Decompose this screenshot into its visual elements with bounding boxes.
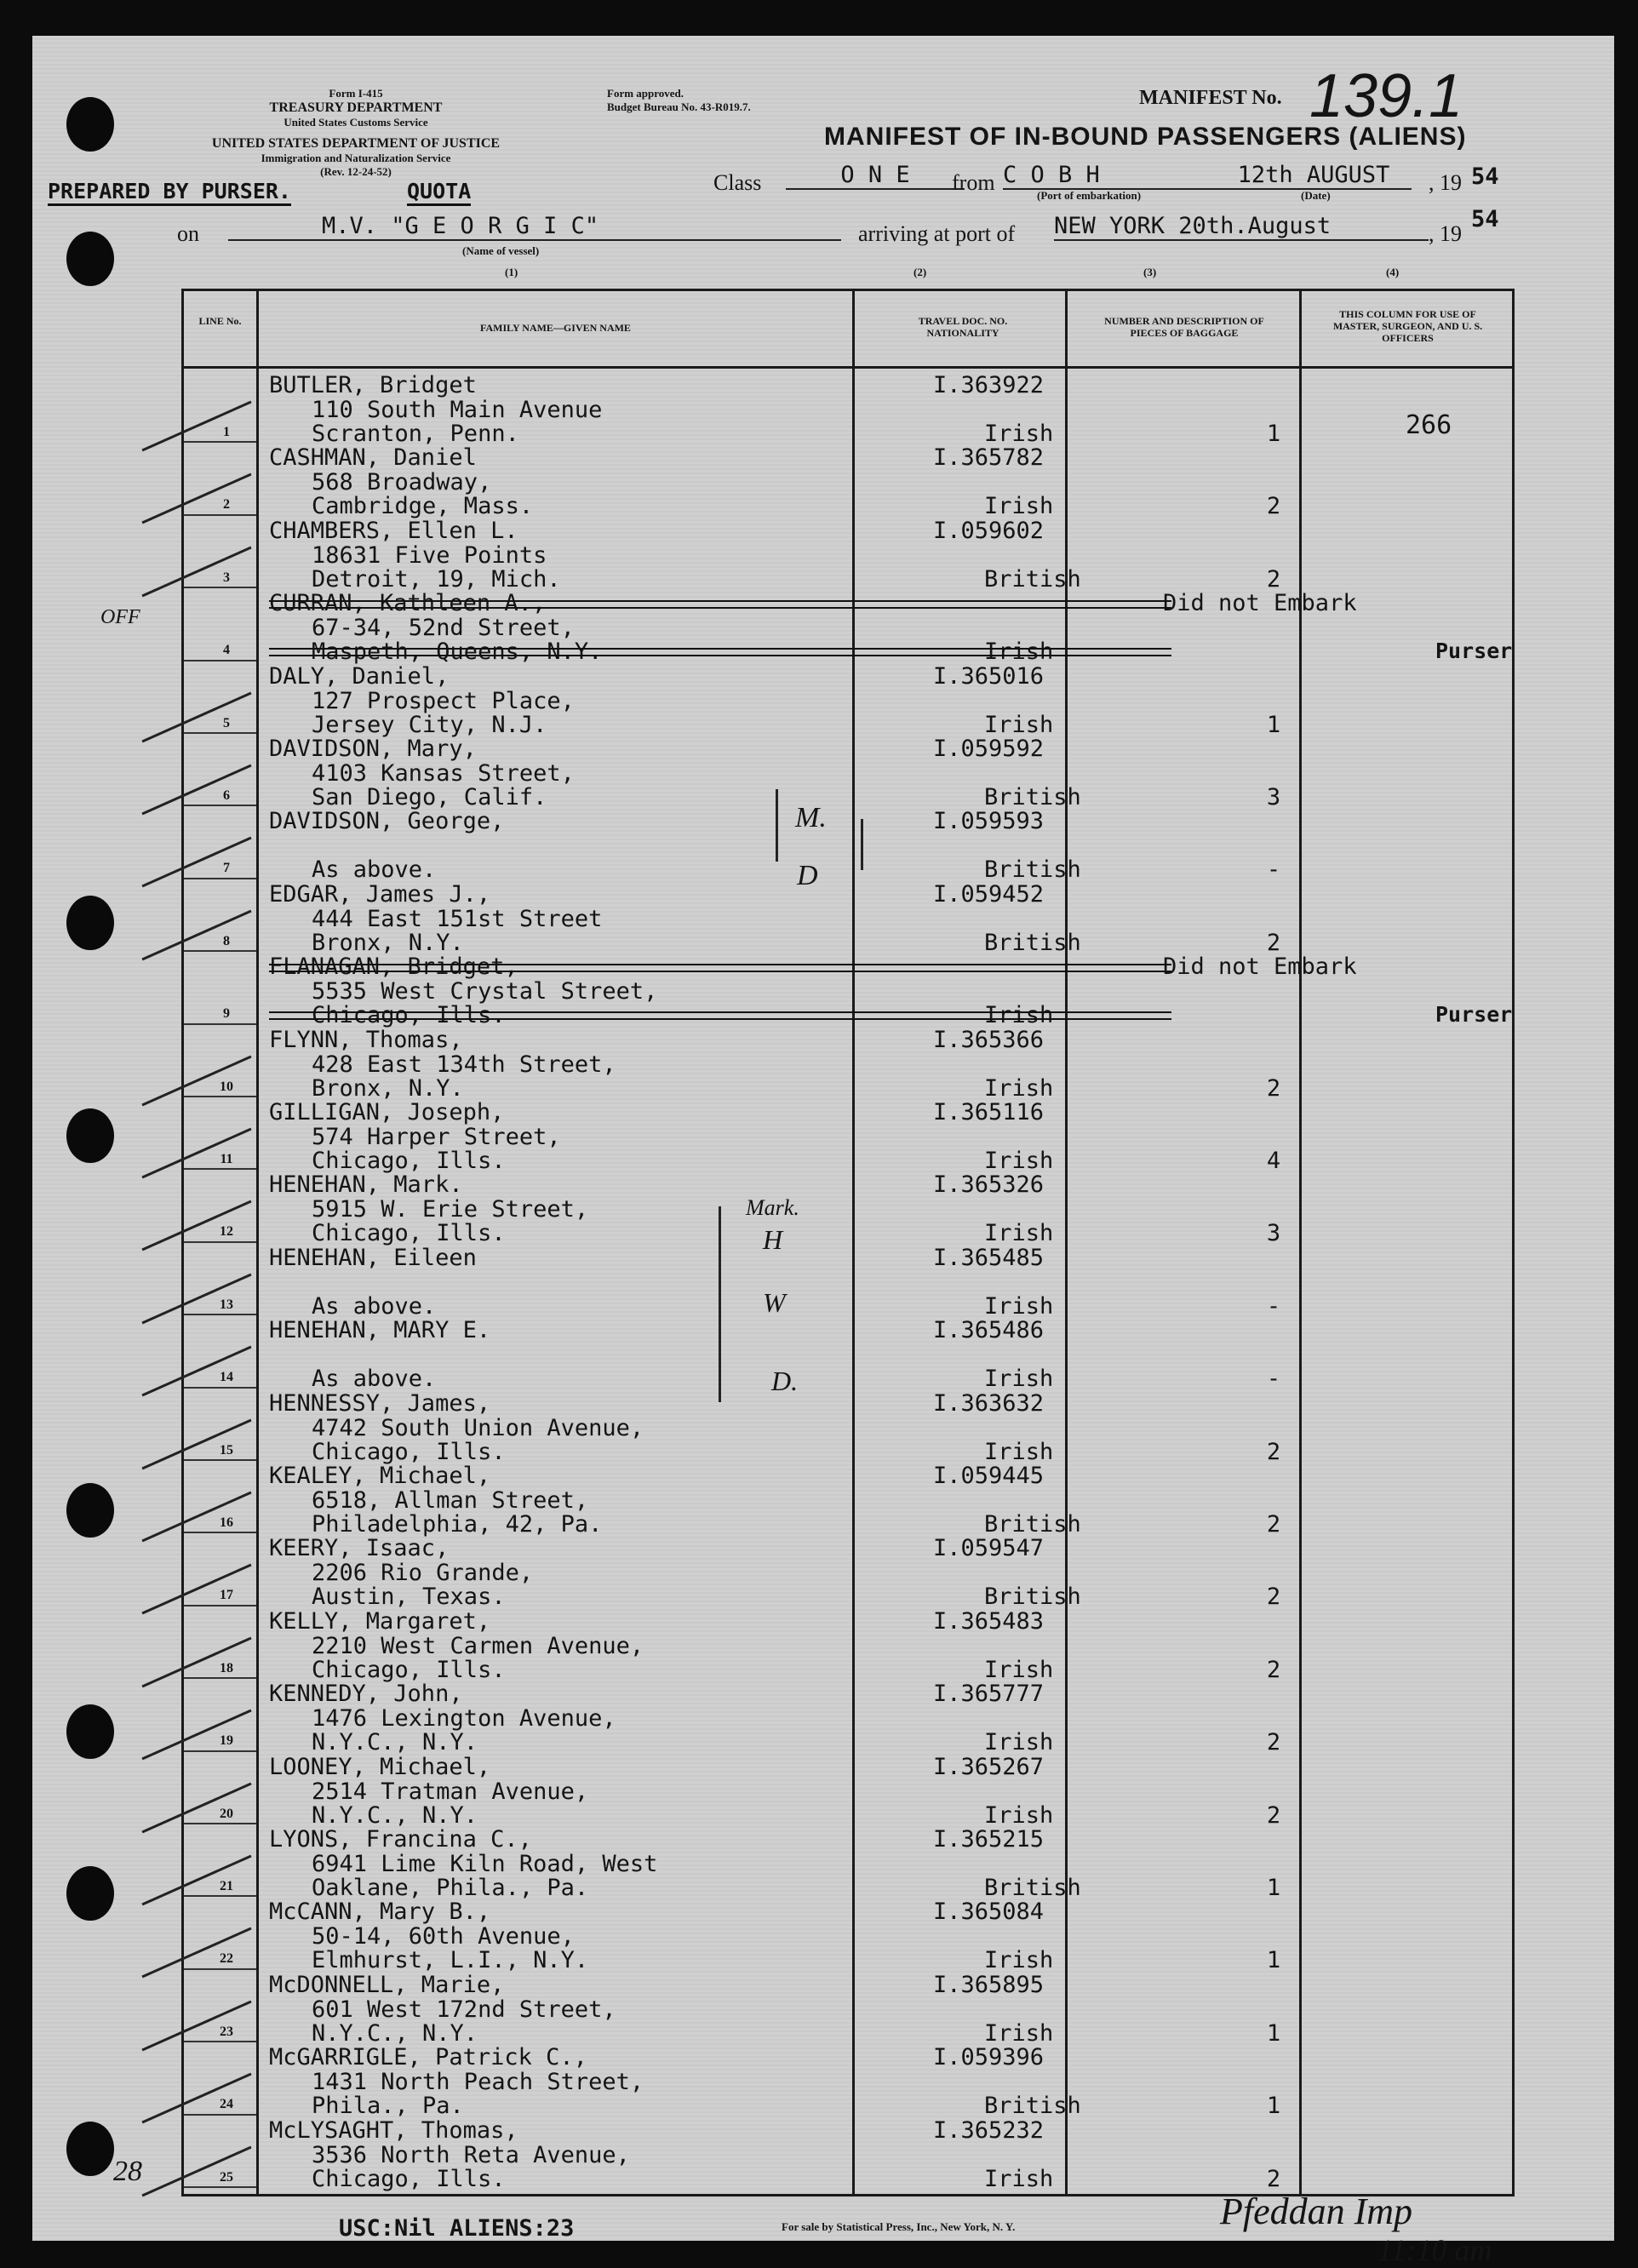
- row-divider: [184, 1168, 256, 1170]
- address-line-2: N.Y.C., N.Y.: [312, 1729, 478, 1756]
- table-row: [269, 954, 1513, 1029]
- did-not-embark-note: Did not Embark: [1163, 590, 1357, 617]
- line-number: 7: [223, 861, 230, 876]
- quota-label: QUOTA: [407, 179, 471, 206]
- address-line-2: Bronx, N.Y.: [312, 929, 464, 956]
- strike-through: [269, 964, 1171, 972]
- hand-mark-h: H: [763, 1224, 783, 1255]
- table-row: [269, 1245, 1503, 1319]
- nationality: Irish: [984, 1366, 1054, 1393]
- address-line-1: 601 West 172nd Street,: [312, 1996, 616, 2023]
- travel-doc-no: I.059592: [933, 736, 1045, 762]
- address-line-2: Chicago, Ills.: [312, 1002, 506, 1029]
- address-line-1: 568 Broadway,: [312, 469, 492, 496]
- baggage-count: 2: [1266, 1729, 1281, 1756]
- travel-doc-no: I.059396: [933, 2044, 1045, 2071]
- address-line-1: 67-34, 52nd Street,: [312, 615, 575, 642]
- line-number: 2: [223, 497, 230, 513]
- table-row: [269, 1608, 1503, 1682]
- purser-note: Purser: [1435, 639, 1513, 664]
- travel-doc-no: I.365084: [933, 1899, 1045, 1926]
- row-divider: [184, 950, 256, 952]
- line-number: 14: [220, 1370, 233, 1385]
- hand-mark-mark: Mark.: [746, 1195, 799, 1220]
- passenger-name: DAVIDSON, George,: [269, 808, 505, 835]
- baggage-count: 1: [1266, 1947, 1281, 1974]
- line-number: 9: [223, 1006, 230, 1022]
- nationality: British: [984, 929, 1081, 956]
- address-line-2: Philadelphia, 42, Pa.: [312, 1511, 603, 1538]
- date-caption: (Date): [1301, 189, 1331, 202]
- passenger-name: FLYNN, Thomas,: [269, 1026, 463, 1053]
- line-number: 11: [220, 1152, 233, 1166]
- travel-doc-no: I.365782: [933, 444, 1045, 472]
- col-num-1: (1): [505, 266, 518, 278]
- line-number: 16: [220, 1515, 233, 1530]
- baggage-count: 1: [1266, 2019, 1281, 2047]
- prepared-by-purser: PREPARED BY PURSER.: [48, 179, 291, 206]
- address-line-2: Cambridge, Mass.: [312, 493, 534, 520]
- address-line-1: 4742 South Union Avenue,: [312, 1414, 644, 1441]
- passenger-name: HENNESSY, James,: [269, 1389, 491, 1417]
- baggage-count: 2: [1266, 1801, 1281, 1829]
- table-row: [269, 1826, 1503, 1900]
- nationality: Irish: [984, 1002, 1054, 1029]
- passenger-name: KENNEDY, John,: [269, 1681, 463, 1708]
- baggage-count: 2: [1266, 1656, 1281, 1683]
- passenger-name: McDONNELL, Marie,: [269, 1971, 505, 1998]
- passenger-name: CHAMBERS, Ellen L.: [269, 517, 518, 544]
- passenger-name: McLYSAGHT, Thomas,: [269, 2116, 518, 2144]
- time-note: 11:10 am: [1377, 2233, 1492, 2267]
- binder-hole: [66, 232, 114, 286]
- address-line-1: 2210 West Carmen Avenue,: [312, 1632, 644, 1659]
- row-divider: [184, 441, 256, 443]
- baggage-count: -: [1266, 856, 1281, 884]
- manifest-sheet: [32, 36, 1614, 2267]
- travel-doc-no: I.363922: [933, 372, 1045, 398]
- ins-line: Immigration and Naturalization Service: [261, 152, 451, 164]
- row-divider: [184, 1677, 256, 1679]
- col-num-4: (4): [1386, 266, 1400, 278]
- nationality: Irish: [984, 1947, 1054, 1974]
- passenger-name: McCANN, Mary B.,: [269, 1899, 491, 1926]
- address-line-2: Scranton, Penn.: [312, 421, 519, 447]
- line-number: 3: [223, 570, 230, 585]
- travel-doc-no: I.365777: [933, 1681, 1045, 1708]
- table-row: [269, 663, 1503, 737]
- address-line-1: 1431 North Peach Street,: [312, 2069, 644, 2096]
- passenger-name: CASHMAN, Daniel: [269, 444, 477, 472]
- travel-doc-no: I.059547: [933, 1535, 1045, 1562]
- travel-doc-no: I.365215: [933, 1826, 1045, 1853]
- line-number: 8: [223, 933, 230, 948]
- table-row: [269, 2044, 1503, 2118]
- line-number: 5: [223, 715, 230, 730]
- purser-note: Purser: [1435, 1002, 1513, 1028]
- passenger-name: DAVIDSON, Mary,: [269, 736, 477, 762]
- nationality: Irish: [984, 639, 1054, 666]
- baggage-count: 4: [1266, 1148, 1281, 1174]
- row-divider: [184, 1023, 256, 1025]
- arriving-label: arriving at port of: [858, 221, 1016, 246]
- header-baggage: NUMBER AND DESCRIPTION OF PIECES OF BAGGAGE: [1104, 315, 1264, 339]
- binder-hole: [66, 1704, 114, 1759]
- baggage-count: 1: [1266, 1875, 1281, 1901]
- justice-department: UNITED STATES DEPARTMENT OF JUSTICE: [211, 136, 501, 151]
- passenger-name: GILLIGAN, Joseph,: [269, 1099, 505, 1125]
- address-line-2: N.Y.C., N.Y.: [312, 1801, 478, 1829]
- address-line-2: Oaklane, Phila., Pa.: [312, 1875, 589, 1901]
- nationality: Irish: [984, 1148, 1054, 1174]
- address-line-1: 127 Prospect Place,: [312, 687, 575, 714]
- nationality: Irish: [984, 1074, 1054, 1102]
- address-line-2: N.Y.C., N.Y.: [312, 2019, 478, 2047]
- nationality: British: [984, 856, 1081, 884]
- passenger-name: BUTLER, Bridget: [269, 372, 477, 398]
- binder-hole: [66, 1108, 114, 1163]
- passenger-name: CURRAN, Kathleen A.,: [269, 590, 547, 617]
- baggage-count: 2: [1266, 1438, 1281, 1465]
- address-line-1: 110 South Main Avenue: [312, 397, 603, 423]
- binder-hole: [66, 1483, 114, 1538]
- header-officials: THIS COLUMN FOR USE OF MASTER, SURGEON, AND U. S. OFFICERS: [1332, 308, 1483, 344]
- address-line-2: Chicago, Ills.: [312, 1656, 506, 1683]
- line-number: 24: [220, 2097, 233, 2112]
- address-line-1: 444 East 151st Street: [312, 905, 603, 932]
- footer-usc-aliens: USC:Nil ALIENS:23: [339, 2215, 575, 2242]
- travel-doc-no: I.365485: [933, 1244, 1045, 1271]
- header-travel-doc: TRAVEL DOC. NO. NATIONALITY: [918, 315, 1008, 339]
- baggage-count: 3: [1266, 1220, 1281, 1247]
- from-label: from: [952, 170, 995, 195]
- nationality: Irish: [984, 1292, 1054, 1320]
- line-number: 15: [220, 1442, 233, 1458]
- row-divider: [184, 1314, 256, 1315]
- row-divider: [184, 1096, 256, 1097]
- passenger-name: McGARRIGLE, Patrick C.,: [269, 2044, 587, 2071]
- travel-doc-no: I.365366: [933, 1026, 1045, 1053]
- row-divider: [184, 805, 256, 806]
- line-number: 21: [220, 1879, 233, 1893]
- address-line-2: As above.: [312, 856, 437, 884]
- manifest-no-label: MANIFEST No.: [1139, 87, 1282, 109]
- travel-doc-no: I.059452: [933, 880, 1045, 908]
- line-number: 13: [220, 1297, 233, 1312]
- year-suffix: 54: [1471, 163, 1499, 190]
- line-number: 6: [223, 788, 230, 803]
- nationality: Irish: [984, 1656, 1054, 1683]
- nationality: British: [984, 1584, 1081, 1611]
- address-line-1: 3536 North Reta Avenue,: [312, 2141, 630, 2168]
- line-number: 19: [220, 1733, 233, 1749]
- table-row: [269, 518, 1503, 592]
- nationality: Irish: [984, 1801, 1054, 1829]
- hand-mark-mary-d: D.: [771, 1366, 799, 1396]
- travel-doc-no: I.365232: [933, 2116, 1045, 2144]
- passenger-name: FLANAGAN, Bridget,: [269, 954, 518, 981]
- address-line-2: Chicago, Ills.: [312, 1438, 506, 1465]
- port-embarkation-caption: (Port of embarkation): [1037, 189, 1142, 202]
- baggage-count: 2: [1266, 1584, 1281, 1611]
- line-number: 4: [223, 643, 230, 658]
- baggage-count: 1: [1266, 711, 1281, 738]
- address-line-2: Chicago, Ills.: [312, 1220, 506, 1247]
- arrival-year-suffix: 54: [1471, 206, 1499, 232]
- baggage-count: 1: [1266, 2093, 1281, 2120]
- binder-hole: [66, 2122, 114, 2176]
- travel-doc-no: I.059593: [933, 808, 1045, 835]
- row-divider: [184, 1459, 256, 1461]
- table-row: [269, 1027, 1503, 1101]
- vessel-caption: (Name of vessel): [462, 244, 540, 257]
- address-line-2: Jersey City, N.J.: [312, 711, 547, 738]
- address-line-1: 4103 Kansas Street,: [312, 760, 575, 787]
- address-line-2: Bronx, N.Y.: [312, 1074, 464, 1102]
- address-line-2: As above.: [312, 1292, 437, 1320]
- hand-mark-d: D: [797, 860, 818, 891]
- strike-through: [269, 648, 1171, 656]
- budget-bureau: Budget Bureau No. 43-R019.7.: [607, 100, 751, 113]
- baggage-count: 2: [1266, 565, 1281, 593]
- travel-doc-no: I.365326: [933, 1171, 1045, 1199]
- table-row: [269, 1390, 1503, 1464]
- nationality: British: [984, 1875, 1081, 1901]
- row-divider: [184, 1895, 256, 1897]
- travel-doc-no: I.059602: [933, 517, 1045, 544]
- row-divider: [184, 514, 256, 516]
- address-line-2: Detroit, 19, Mich.: [312, 565, 561, 593]
- row-divider: [184, 587, 256, 588]
- row-divider: [184, 1241, 256, 1243]
- line-number: 1: [223, 425, 230, 439]
- table-row: [269, 1754, 1503, 1828]
- row-divider: [184, 2041, 256, 2042]
- from-value: C O B H: [1003, 162, 1216, 190]
- baggage-count: 3: [1266, 784, 1281, 810]
- nationality: British: [984, 2093, 1081, 2120]
- form-number: Form I-415: [329, 87, 383, 100]
- manifest-number: 139.1: [1309, 62, 1463, 130]
- table-row: [269, 590, 1513, 666]
- row-divider: [184, 1387, 256, 1389]
- passenger-table: [181, 289, 1515, 2196]
- passenger-name: KELLY, Margaret,: [269, 1607, 491, 1635]
- table-row: [269, 1099, 1503, 1173]
- address-line-2: Maspeth, Queens, N.Y.: [312, 639, 603, 666]
- address-line-1: 5915 W. Erie Street,: [312, 1196, 589, 1223]
- address-line-1: 6518, Allman Street,: [312, 1487, 589, 1514]
- did-not-embark-note: Did not Embark: [1163, 954, 1357, 981]
- address-line-2: Phila., Pa.: [312, 2093, 464, 2120]
- table-row: [269, 1681, 1503, 1755]
- row-divider: [184, 2186, 256, 2188]
- line-number: 10: [220, 1079, 233, 1094]
- line-number: 23: [220, 2024, 233, 2039]
- passenger-name: LYONS, Francina C.,: [269, 1826, 532, 1853]
- table-row: [269, 881, 1503, 955]
- address-line-2: As above.: [312, 1366, 437, 1393]
- passenger-name: HENEHAN, Eileen: [269, 1244, 477, 1271]
- binder-hole: [66, 896, 114, 950]
- officer-signature: Pfeddan Imp: [1220, 2191, 1413, 2232]
- passenger-name: KEALEY, Michael,: [269, 1463, 491, 1489]
- printer-line: For sale by Statistical Press, Inc., New York, N. Y.: [782, 2220, 1016, 2233]
- passenger-name: DALY, Daniel,: [269, 662, 450, 690]
- line-number: 20: [220, 1806, 233, 1821]
- baggage-count: 2: [1266, 1511, 1281, 1538]
- nationality: Irish: [984, 1220, 1054, 1247]
- line-number: 18: [220, 1660, 233, 1675]
- baggage-count: -: [1266, 1292, 1281, 1320]
- manifest-title: MANIFEST OF IN-BOUND PASSENGERS (ALIENS): [824, 123, 1467, 151]
- travel-doc-no: I.365486: [933, 1317, 1045, 1344]
- nationality: Irish: [984, 1438, 1054, 1465]
- line-number: 25: [220, 2169, 233, 2185]
- class-label: Class: [713, 170, 762, 195]
- address-line-1: 428 East 134th Street,: [312, 1051, 616, 1078]
- hand-mark-m: M.: [795, 802, 827, 833]
- nationality: Irish: [984, 1729, 1054, 1756]
- address-line-2: Chicago, Ills.: [312, 2165, 506, 2192]
- table-row: [269, 1317, 1503, 1391]
- form-header-block: [177, 87, 535, 179]
- row-divider: [184, 732, 256, 734]
- nationality: British: [984, 1511, 1081, 1538]
- baggage-count: 2: [1266, 1074, 1281, 1102]
- hand-mark-w: W: [763, 1287, 786, 1318]
- address-line-1: 2206 Rio Grande,: [312, 1560, 534, 1587]
- passenger-name: EDGAR, James J.,: [269, 880, 491, 908]
- row-divider: [184, 1605, 256, 1606]
- address-line-1: 6941 Lime Kiln Road, West: [312, 1851, 658, 1877]
- table-row: [269, 2117, 1503, 2191]
- address-line-2: Chicago, Ills.: [312, 1148, 506, 1174]
- nationality: Irish: [984, 493, 1054, 520]
- travel-doc-no: I.365116: [933, 1099, 1045, 1125]
- line-number: 12: [220, 1224, 233, 1240]
- address-line-1: 50-14, 60th Avenue,: [312, 1923, 575, 1950]
- form-approved: Form approved.: [607, 87, 684, 100]
- table-row: [269, 1463, 1503, 1537]
- nationality: Irish: [984, 421, 1054, 447]
- table-row: [269, 736, 1503, 810]
- travel-doc-no: I.059445: [933, 1463, 1045, 1489]
- vessel-name: M.V. "G E O R G I C": [228, 213, 841, 241]
- year-prefix: , 19: [1429, 170, 1462, 195]
- nationality: Irish: [984, 2019, 1054, 2047]
- passenger-name: HENEHAN, MARY E.: [269, 1317, 491, 1344]
- address-line-1: 574 Harper Street,: [312, 1124, 561, 1150]
- officials-number: 266: [1406, 410, 1452, 440]
- col-num-2: (2): [914, 266, 927, 278]
- line-number: 22: [220, 1951, 233, 1967]
- treasury-department: TREASURY DEPARTMENT: [269, 100, 443, 115]
- address-line-1: 1476 Lexington Avenue,: [312, 1705, 616, 1732]
- line-number: 17: [220, 1588, 233, 1603]
- row-divider: [184, 660, 256, 662]
- table-row: [269, 1899, 1503, 1973]
- table-row: [269, 1972, 1503, 2046]
- table-row: [269, 444, 1503, 518]
- revision: (Rev. 12-24-52): [320, 165, 392, 178]
- margin-off: OFF: [100, 606, 140, 628]
- passenger-name: HENEHAN, Mark.: [269, 1171, 463, 1199]
- travel-doc-no: I.365895: [933, 1971, 1045, 1998]
- address-line-2: Austin, Texas.: [312, 1584, 506, 1611]
- margin-bottom-note: 28: [113, 2156, 142, 2187]
- passenger-name: LOONEY, Michael,: [269, 1753, 491, 1780]
- col-num-3: (3): [1143, 266, 1157, 278]
- baggage-count: 1: [1266, 421, 1281, 447]
- binder-hole: [66, 1866, 114, 1921]
- table-row: [269, 372, 1503, 446]
- row-divider: [184, 2114, 256, 2116]
- row-divider: [184, 1823, 256, 1824]
- travel-doc-no: I.365483: [933, 1607, 1045, 1635]
- baggage-count: -: [1266, 1366, 1281, 1393]
- table-row: [269, 1535, 1503, 1609]
- header-family-name: FAMILY NAME—GIVEN NAME: [480, 322, 631, 334]
- row-divider: [184, 878, 256, 879]
- address-line-2: San Diego, Calif.: [312, 784, 547, 810]
- baggage-count: 2: [1266, 493, 1281, 520]
- on-label: on: [177, 221, 199, 246]
- class-value: O N E: [786, 162, 965, 190]
- header-line-no: LINE No.: [198, 315, 242, 327]
- address-line-1: 18631 Five Points: [312, 541, 547, 569]
- passenger-name: KEERY, Isaac,: [269, 1535, 450, 1562]
- row-divider: [184, 1532, 256, 1533]
- table-row: [269, 808, 1503, 882]
- arrival-year-prefix: , 19: [1429, 221, 1462, 246]
- address-line-1: 2514 Tratman Avenue,: [312, 1778, 589, 1805]
- baggage-count: 2: [1266, 929, 1281, 956]
- nationality: British: [984, 565, 1081, 593]
- nationality: British: [984, 784, 1081, 810]
- strike-through: [269, 600, 1171, 609]
- nationality: Irish: [984, 2165, 1054, 2192]
- travel-doc-no: I.363632: [933, 1389, 1045, 1417]
- binder-hole: [66, 97, 114, 152]
- baggage-count: 2: [1266, 2165, 1281, 2192]
- address-line-1: 5535 West Crystal Street,: [312, 978, 658, 1005]
- row-divider: [184, 1750, 256, 1752]
- embark-date: 12th AUGUST: [1216, 162, 1412, 190]
- table-row: [269, 1171, 1503, 1246]
- nationality: Irish: [984, 711, 1054, 738]
- address-line-2: Elmhurst, L.I., N.Y.: [312, 1947, 589, 1974]
- travel-doc-no: I.365016: [933, 662, 1045, 690]
- travel-doc-no: I.365267: [933, 1753, 1045, 1780]
- arrival-port: NEW YORK 20th.August: [1054, 213, 1429, 241]
- strike-through: [269, 1011, 1171, 1020]
- row-divider: [184, 1968, 256, 1970]
- customs-service: United States Customs Service: [284, 116, 428, 129]
